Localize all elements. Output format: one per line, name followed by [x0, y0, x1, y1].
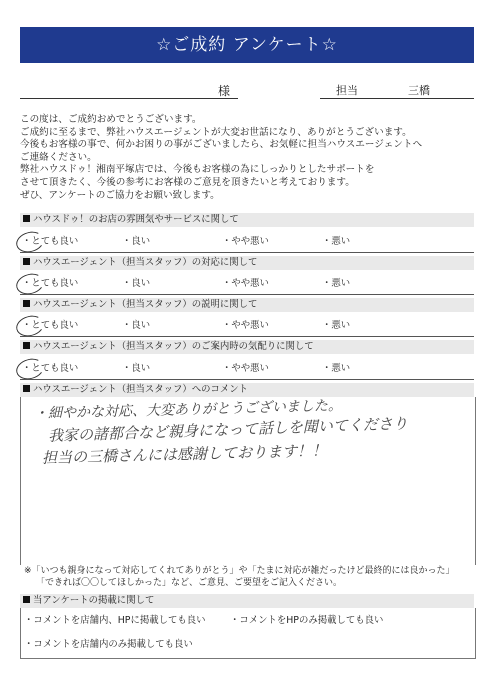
square-bullet-icon	[23, 342, 30, 349]
honorific-label: 様	[218, 84, 231, 98]
intro-line: ぜひ、アンケートのご協力をお願い致します。	[20, 189, 220, 201]
question-4-label: ハウスエージェント（担当スタッフ）のご案内時の気配りに関して	[33, 341, 314, 352]
square-bullet-icon	[23, 258, 30, 265]
question-1-header	[20, 213, 474, 227]
publication-header	[20, 594, 474, 608]
question-1-options	[20, 235, 474, 249]
square-bullet-icon	[23, 596, 30, 603]
comment-line: 担当の三橋さんには感謝しております！！	[41, 441, 328, 467]
publication-option-store-only[interactable]: ・コメントを店舗内のみ掲載しても良い	[24, 639, 193, 650]
question-2-options	[20, 277, 474, 291]
question-4-options	[20, 362, 474, 376]
publication-label: 当アンケートの掲載に関して	[33, 595, 155, 606]
staff-name-line	[320, 98, 474, 99]
publication-option-store-and-hp[interactable]: ・コメントを店舗内、HPに掲載しても良い	[24, 615, 206, 626]
comment-line: 我家の諸都合など親身になって話しを聞いてくださり	[47, 414, 409, 445]
option-somewhat-bad[interactable]: ・やや悪い	[222, 363, 269, 374]
intro-line: 今後もお客様の事で、何かお困りの事がございましたら、お気軽に担当ハウスエージェントへ	[20, 139, 423, 151]
option-good[interactable]: ・良い	[122, 236, 151, 247]
publication-options-row-1	[24, 614, 464, 628]
comment-header	[20, 383, 474, 397]
comment-label: ハウスエージェント（担当スタッフ）へのコメント	[33, 384, 248, 395]
divider	[20, 336, 474, 337]
divider	[20, 294, 474, 295]
question-1-label: ハウスドゥ！のお店の雰囲気やサービスに関して	[33, 214, 239, 225]
option-bad[interactable]: ・悪い	[322, 320, 351, 331]
publication-options-row-2	[24, 638, 324, 652]
intro-text	[20, 114, 480, 202]
intro-line: この度は、ご成約おめでとうございます。	[20, 114, 202, 125]
intro-line: 弊社ハウスドゥ！湘南平塚店では、今後もお客様の為にしっかりとしたサポートを	[20, 164, 375, 176]
question-3-label: ハウスエージェント（担当スタッフ）の説明に関して	[33, 299, 258, 310]
option-somewhat-bad[interactable]: ・やや悪い	[222, 320, 269, 331]
square-bullet-icon	[23, 300, 30, 307]
intro-line: ご成約に至るまで、弊社ハウスエージェントが大変お世話になり、ありがとうございます。	[20, 126, 412, 138]
survey-title: ☆ご成約 アンケート☆	[20, 27, 474, 63]
intro-line: ご連絡ください。	[20, 151, 97, 163]
comment-note: 「できれば〇〇してほしかった」など、ご意見、ご要望をご記入ください。	[36, 578, 343, 588]
question-2-label: ハウスエージェント（担当スタッフ）の対応に関して	[33, 257, 258, 268]
option-good[interactable]: ・良い	[122, 363, 151, 374]
staff-label: 担当	[336, 84, 358, 97]
option-very-good[interactable]: ・とても良い	[22, 235, 78, 249]
square-bullet-icon	[23, 215, 30, 222]
staff-name: 三橋	[408, 84, 430, 97]
question-4-header	[20, 340, 474, 354]
option-bad[interactable]: ・悪い	[322, 363, 351, 374]
intro-line: させて頂きたく、今後の参考にお客様のご意見を頂きたいと考えております。	[20, 176, 355, 188]
publication-option-hp-only[interactable]: ・コメントをHPのみ掲載しても良い	[230, 615, 384, 626]
customer-name-line	[20, 98, 238, 99]
option-somewhat-bad[interactable]: ・やや悪い	[222, 278, 269, 289]
option-bad[interactable]: ・悪い	[322, 236, 351, 247]
comment-line: ・細やかな対応、大変ありがとうございました。	[33, 397, 343, 422]
option-very-good[interactable]: ・とても良い	[22, 319, 78, 333]
option-good[interactable]: ・良い	[122, 278, 151, 289]
option-good[interactable]: ・良い	[122, 320, 151, 331]
comment-note: ※「いつも親身になって対応してくれてありがとう」や「たまに対応が雑だったけど最終的には良かった」	[24, 566, 455, 576]
option-very-good[interactable]: ・とても良い	[22, 277, 78, 291]
option-very-good[interactable]: ・とても良い	[22, 362, 78, 376]
question-3-options	[20, 319, 474, 333]
option-bad[interactable]: ・悪い	[322, 278, 351, 289]
divider	[20, 379, 474, 380]
option-somewhat-bad[interactable]: ・やや悪い	[222, 236, 269, 247]
question-3-header	[20, 298, 474, 312]
square-bullet-icon	[23, 385, 30, 392]
question-2-header	[20, 256, 474, 270]
divider	[20, 252, 474, 253]
